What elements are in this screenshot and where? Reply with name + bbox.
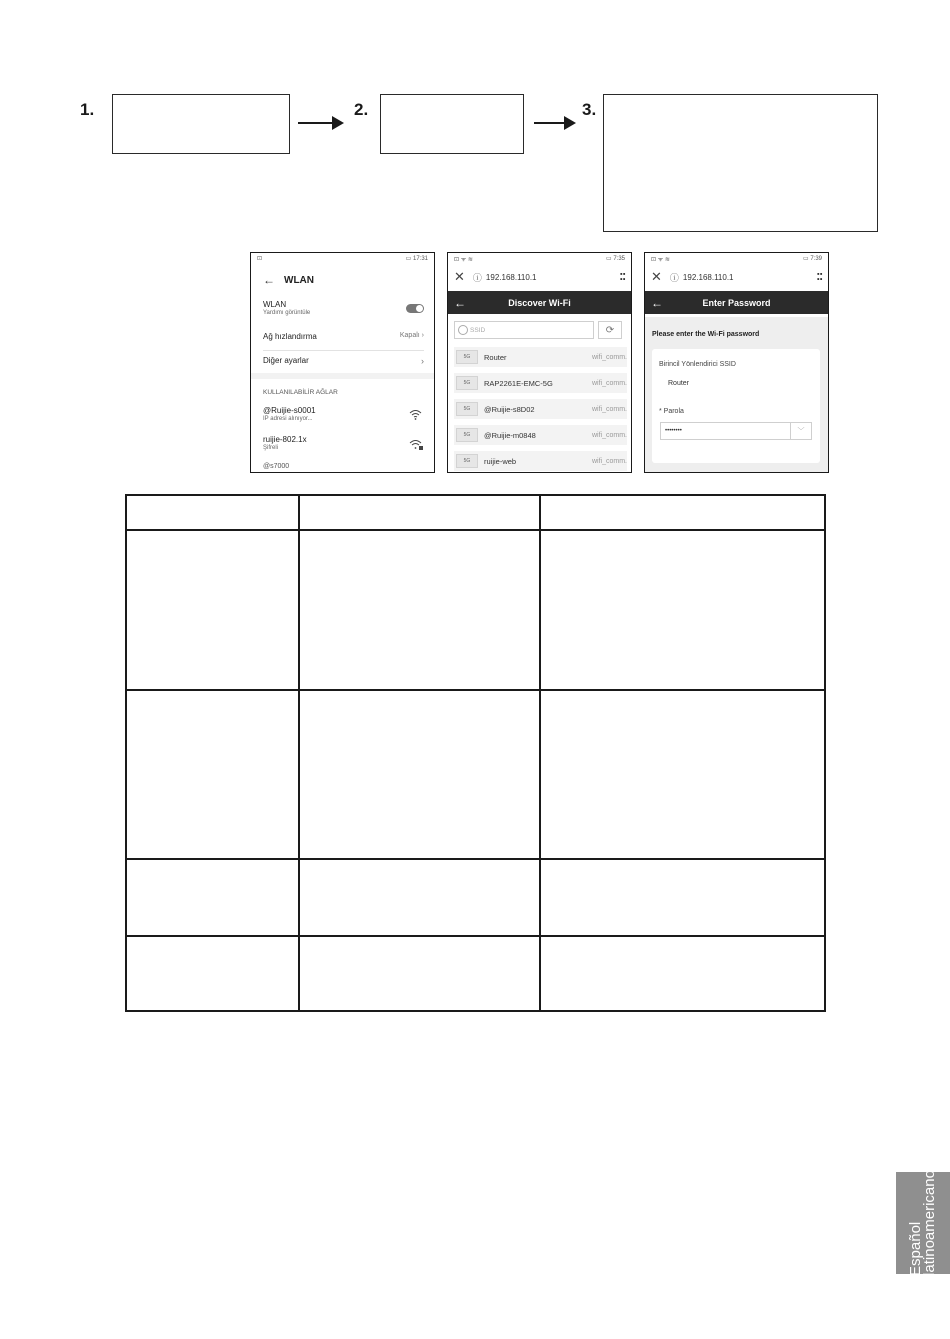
available-networks-header: KULLANILABİLİR AĞLAR (263, 389, 338, 396)
ssid-name: Router (484, 352, 507, 362)
table-col-divider (298, 494, 300, 1012)
network-acceleration-row[interactable] (263, 332, 424, 341)
wlan-label: WLAN (263, 300, 287, 309)
table-border-left (125, 494, 127, 1012)
password-value: •••••••• (665, 428, 682, 434)
wifi-list-item[interactable] (454, 425, 627, 445)
wifi-list-item[interactable] (454, 373, 627, 393)
screenshot-discover-wifi (447, 252, 632, 473)
header-bar (448, 291, 631, 314)
ssid-name: @Ruijie-s8D02 (484, 404, 535, 414)
speed-value: Kapalı › (399, 332, 424, 339)
more-icon[interactable]: ⁚⁚ (619, 271, 625, 283)
network-name: ruijie-802.1x (263, 435, 307, 444)
step-2-number: 2. (354, 100, 369, 119)
status-bar (251, 253, 434, 263)
header-bar (645, 291, 828, 314)
table-row-divider (125, 529, 826, 531)
chevron-right-icon: › (421, 356, 424, 366)
back-arrow-icon[interactable]: ← (651, 295, 663, 310)
ssid-desc: wifi_comm. (591, 405, 627, 413)
ssid-value: Router (668, 380, 690, 387)
search-icon (458, 325, 468, 335)
wifi-list-item[interactable] (454, 399, 627, 419)
divider (263, 350, 424, 351)
empty-table (125, 494, 826, 1012)
ssid-desc: wifi_comm. (591, 353, 627, 361)
network-item-partial[interactable]: @s7000 (263, 463, 290, 470)
close-icon[interactable]: ✕ (651, 269, 662, 284)
ssid-label: Birincil Yönlendirici SSID (659, 361, 736, 368)
step-3-box (603, 94, 878, 232)
back-arrow-icon[interactable]: ← (263, 273, 275, 287)
table-row-divider (125, 858, 826, 860)
password-label: * Parola (659, 408, 684, 415)
step-2-box (380, 94, 524, 154)
language-tab-line1: Español (907, 1221, 924, 1276)
language-tab (896, 1172, 950, 1274)
section-gap (251, 373, 434, 379)
network-item[interactable] (263, 406, 424, 422)
back-arrow-icon[interactable]: ← (454, 295, 466, 310)
network-status: IP adresi alınıyor... (263, 416, 313, 422)
speed-label: Ağ hızlandırma (263, 332, 317, 341)
ssid-name: ruijie-web (484, 456, 517, 466)
band-badge: 5G (456, 402, 478, 416)
wlan-toggle-row[interactable] (263, 300, 424, 316)
password-form-card (652, 349, 820, 463)
password-input[interactable] (660, 422, 812, 440)
step-3-number: 3. (582, 100, 597, 119)
status-right: ▭ 7:39 (802, 256, 822, 262)
screenshot-wlan-settings (250, 252, 435, 473)
wifi-list-item[interactable] (454, 347, 627, 367)
network-item[interactable] (263, 435, 424, 451)
page-title: WLAN (284, 275, 314, 286)
table-border-bottom (125, 1010, 826, 1012)
network-status: Şifreli (263, 445, 279, 451)
band-badge: 5G (456, 376, 478, 390)
step-1-number: 1. (80, 100, 95, 119)
password-prompt: Please enter the Wi-Fi password (652, 331, 760, 338)
page-title: Enter Password (702, 297, 771, 308)
browser-url-bar (645, 263, 828, 291)
table-row-divider (125, 689, 826, 691)
info-icon: ⓘ (472, 272, 482, 283)
wifi-icon (409, 409, 422, 420)
refresh-icon[interactable]: ⟳ (598, 321, 622, 339)
ssid-name: @Ruijie-m0848 (484, 430, 536, 440)
ssid-desc: wifi_comm. (591, 457, 627, 465)
language-tab-line2: latinoamericano (921, 1170, 938, 1276)
screenshot-enter-password (644, 252, 829, 473)
other-settings-label: Diğer ayarlar (263, 356, 309, 365)
ssid-desc: wifi_comm. (591, 379, 627, 387)
status-bar (448, 253, 631, 263)
url-text[interactable]: 192.168.110.1 (485, 272, 537, 282)
status-right: ▭ 7:35 (605, 256, 625, 262)
ssid-name: RAP2261E-EMC-5G (484, 378, 553, 388)
arrow-right-icon (534, 122, 574, 124)
url-text[interactable]: 192.168.110.1 (682, 272, 734, 282)
status-right: ▭ 17:31 (405, 256, 428, 262)
table-col-divider (539, 494, 541, 1012)
step-1-box (112, 94, 290, 154)
close-icon[interactable]: ✕ (454, 269, 465, 284)
page-title: Discover Wi-Fi (508, 297, 571, 308)
chevron-down-icon[interactable]: ﹀ (790, 423, 811, 439)
status-left: ⊡ ᯤ ≋ (651, 257, 670, 263)
table-border-right (824, 494, 826, 1012)
ssid-desc: wifi_comm. (591, 431, 627, 439)
table-border-top (125, 494, 826, 496)
search-placeholder: SSID (470, 326, 486, 334)
status-bar (645, 253, 828, 263)
wlan-toggle[interactable] (406, 304, 424, 313)
wifi-list-item[interactable] (454, 451, 627, 471)
network-name: @Ruijie-s0001 (263, 406, 316, 415)
status-left: ⊡ (257, 256, 263, 262)
search-input[interactable] (454, 321, 594, 339)
wifi-locked-icon (409, 439, 423, 450)
band-badge: 5G (456, 428, 478, 442)
browser-url-bar (448, 263, 631, 291)
language-tab-label (909, 1170, 937, 1276)
arrow-right-icon (298, 122, 342, 124)
more-icon[interactable]: ⁚⁚ (816, 271, 822, 283)
info-icon: ⓘ (669, 272, 679, 283)
other-settings-row[interactable] (263, 356, 424, 365)
band-badge: 5G (456, 350, 478, 364)
wlan-sub: Yardımı görüntüle (263, 310, 311, 316)
band-badge: 5G (456, 454, 478, 468)
status-left: ⊡ ᯤ ≋ (454, 257, 473, 263)
table-row-divider (125, 935, 826, 937)
